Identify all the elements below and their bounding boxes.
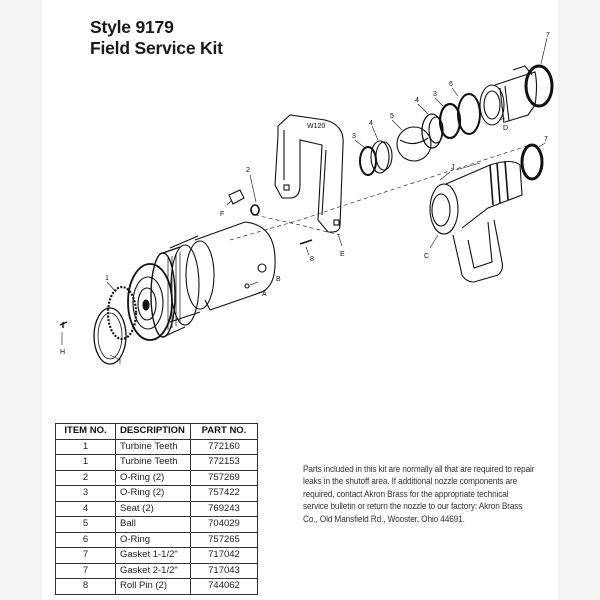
part-no: 704029 [191, 517, 258, 533]
title-kit: Field Service Kit [90, 38, 223, 58]
callout-J: J [451, 164, 455, 171]
callout-F: F [220, 211, 225, 218]
part-no: 757422 [191, 486, 258, 502]
header-description: DESCRIPTION [116, 424, 191, 440]
part-no: 769243 [191, 501, 258, 517]
callout-3a: 3 [352, 133, 356, 140]
callout-7b: 7 [544, 136, 548, 143]
description: Gasket 1-1/2" [116, 548, 191, 564]
description: Gasket 2-1/2" [116, 563, 191, 579]
callout-D: D [503, 125, 509, 132]
description: Turbine Teeth [116, 439, 191, 455]
part-no: 772153 [191, 455, 258, 471]
valve-body-part [430, 161, 522, 282]
table-row [56, 563, 258, 579]
service-note: Parts included in this kit are normally all that are required to repair leaks in the shutoff area. If additional nozzle components are required, contact Akron Brass for the appropriate technical service bulletin or return the nozzle to our factory: Akron Brass Co., Old Mansfield Rd., Wooster, Ohio 44691. [303, 464, 535, 524]
description: Turbine Teeth [116, 455, 191, 471]
part-no: 772160 [191, 439, 258, 455]
table-row [56, 470, 258, 486]
callout-6: 6 [449, 81, 453, 88]
callout-1: 1 [105, 275, 109, 282]
item-no: 1 [56, 455, 116, 471]
description: Ball [116, 517, 191, 533]
callout-8: 8 [310, 256, 314, 263]
parts-table [55, 423, 258, 595]
callout-C: C [424, 253, 430, 260]
title-style: Style 9179 [90, 17, 174, 37]
fitting-part [229, 190, 244, 204]
gasket-part [526, 66, 552, 106]
o-ring-part [360, 147, 376, 175]
center-line [230, 145, 530, 240]
gasket-part [522, 145, 542, 179]
table-header-row [56, 424, 258, 440]
table-row [56, 439, 258, 455]
header-item-no: ITEM NO. [56, 424, 116, 440]
svg-text:W120: W120 [307, 123, 326, 130]
table-row [56, 517, 258, 533]
o-ring-part [440, 104, 460, 138]
description: O-Ring (2) [116, 470, 191, 486]
part-no: 717043 [191, 563, 258, 579]
header-part-no: PART NO. [191, 424, 258, 440]
part-no: 717042 [191, 548, 258, 564]
item-no: 5 [56, 517, 116, 533]
item-no: 8 [56, 579, 116, 595]
part-no: 757265 [191, 532, 258, 548]
nozzle-body-part [128, 222, 275, 340]
description: O-Ring [116, 532, 191, 548]
table-row [56, 501, 258, 517]
callout-3b: 3 [433, 91, 437, 98]
callout-H: H [60, 349, 66, 356]
item-no: 2 [56, 470, 116, 486]
callout-2: 2 [246, 167, 250, 174]
callout-4a: 4 [369, 120, 373, 127]
table-row [56, 486, 258, 502]
screw-part [60, 322, 67, 328]
table-row [56, 548, 258, 564]
callout-7a: 7 [546, 32, 550, 39]
item-no: 7 [56, 548, 116, 564]
callout-5: 5 [390, 113, 394, 120]
callout-I: I [119, 359, 121, 366]
exploded-parts-diagram [42, 20, 558, 400]
callout-A: A [262, 291, 267, 298]
part-no: 757269 [191, 470, 258, 486]
item-no: 7 [56, 563, 116, 579]
item-no: 6 [56, 532, 116, 548]
table-row [56, 532, 258, 548]
part-no: 744062 [191, 579, 258, 595]
callout-E: E [340, 251, 345, 258]
table-row [56, 455, 258, 471]
description: Seat (2) [116, 501, 191, 517]
table-row [56, 579, 258, 595]
description: O-Ring (2) [116, 486, 191, 502]
item-no: 4 [56, 501, 116, 517]
description: Roll Pin (2) [116, 579, 191, 595]
callout-B: B [276, 276, 281, 283]
retaining-ring [94, 308, 126, 364]
item-no: 3 [56, 486, 116, 502]
callout-4b: 4 [415, 97, 419, 104]
o-ring-part [251, 205, 259, 215]
o-ring-part [458, 94, 480, 134]
item-no: 1 [56, 439, 116, 455]
roll-pin-part [300, 240, 312, 244]
handle-bail-part [275, 115, 343, 232]
